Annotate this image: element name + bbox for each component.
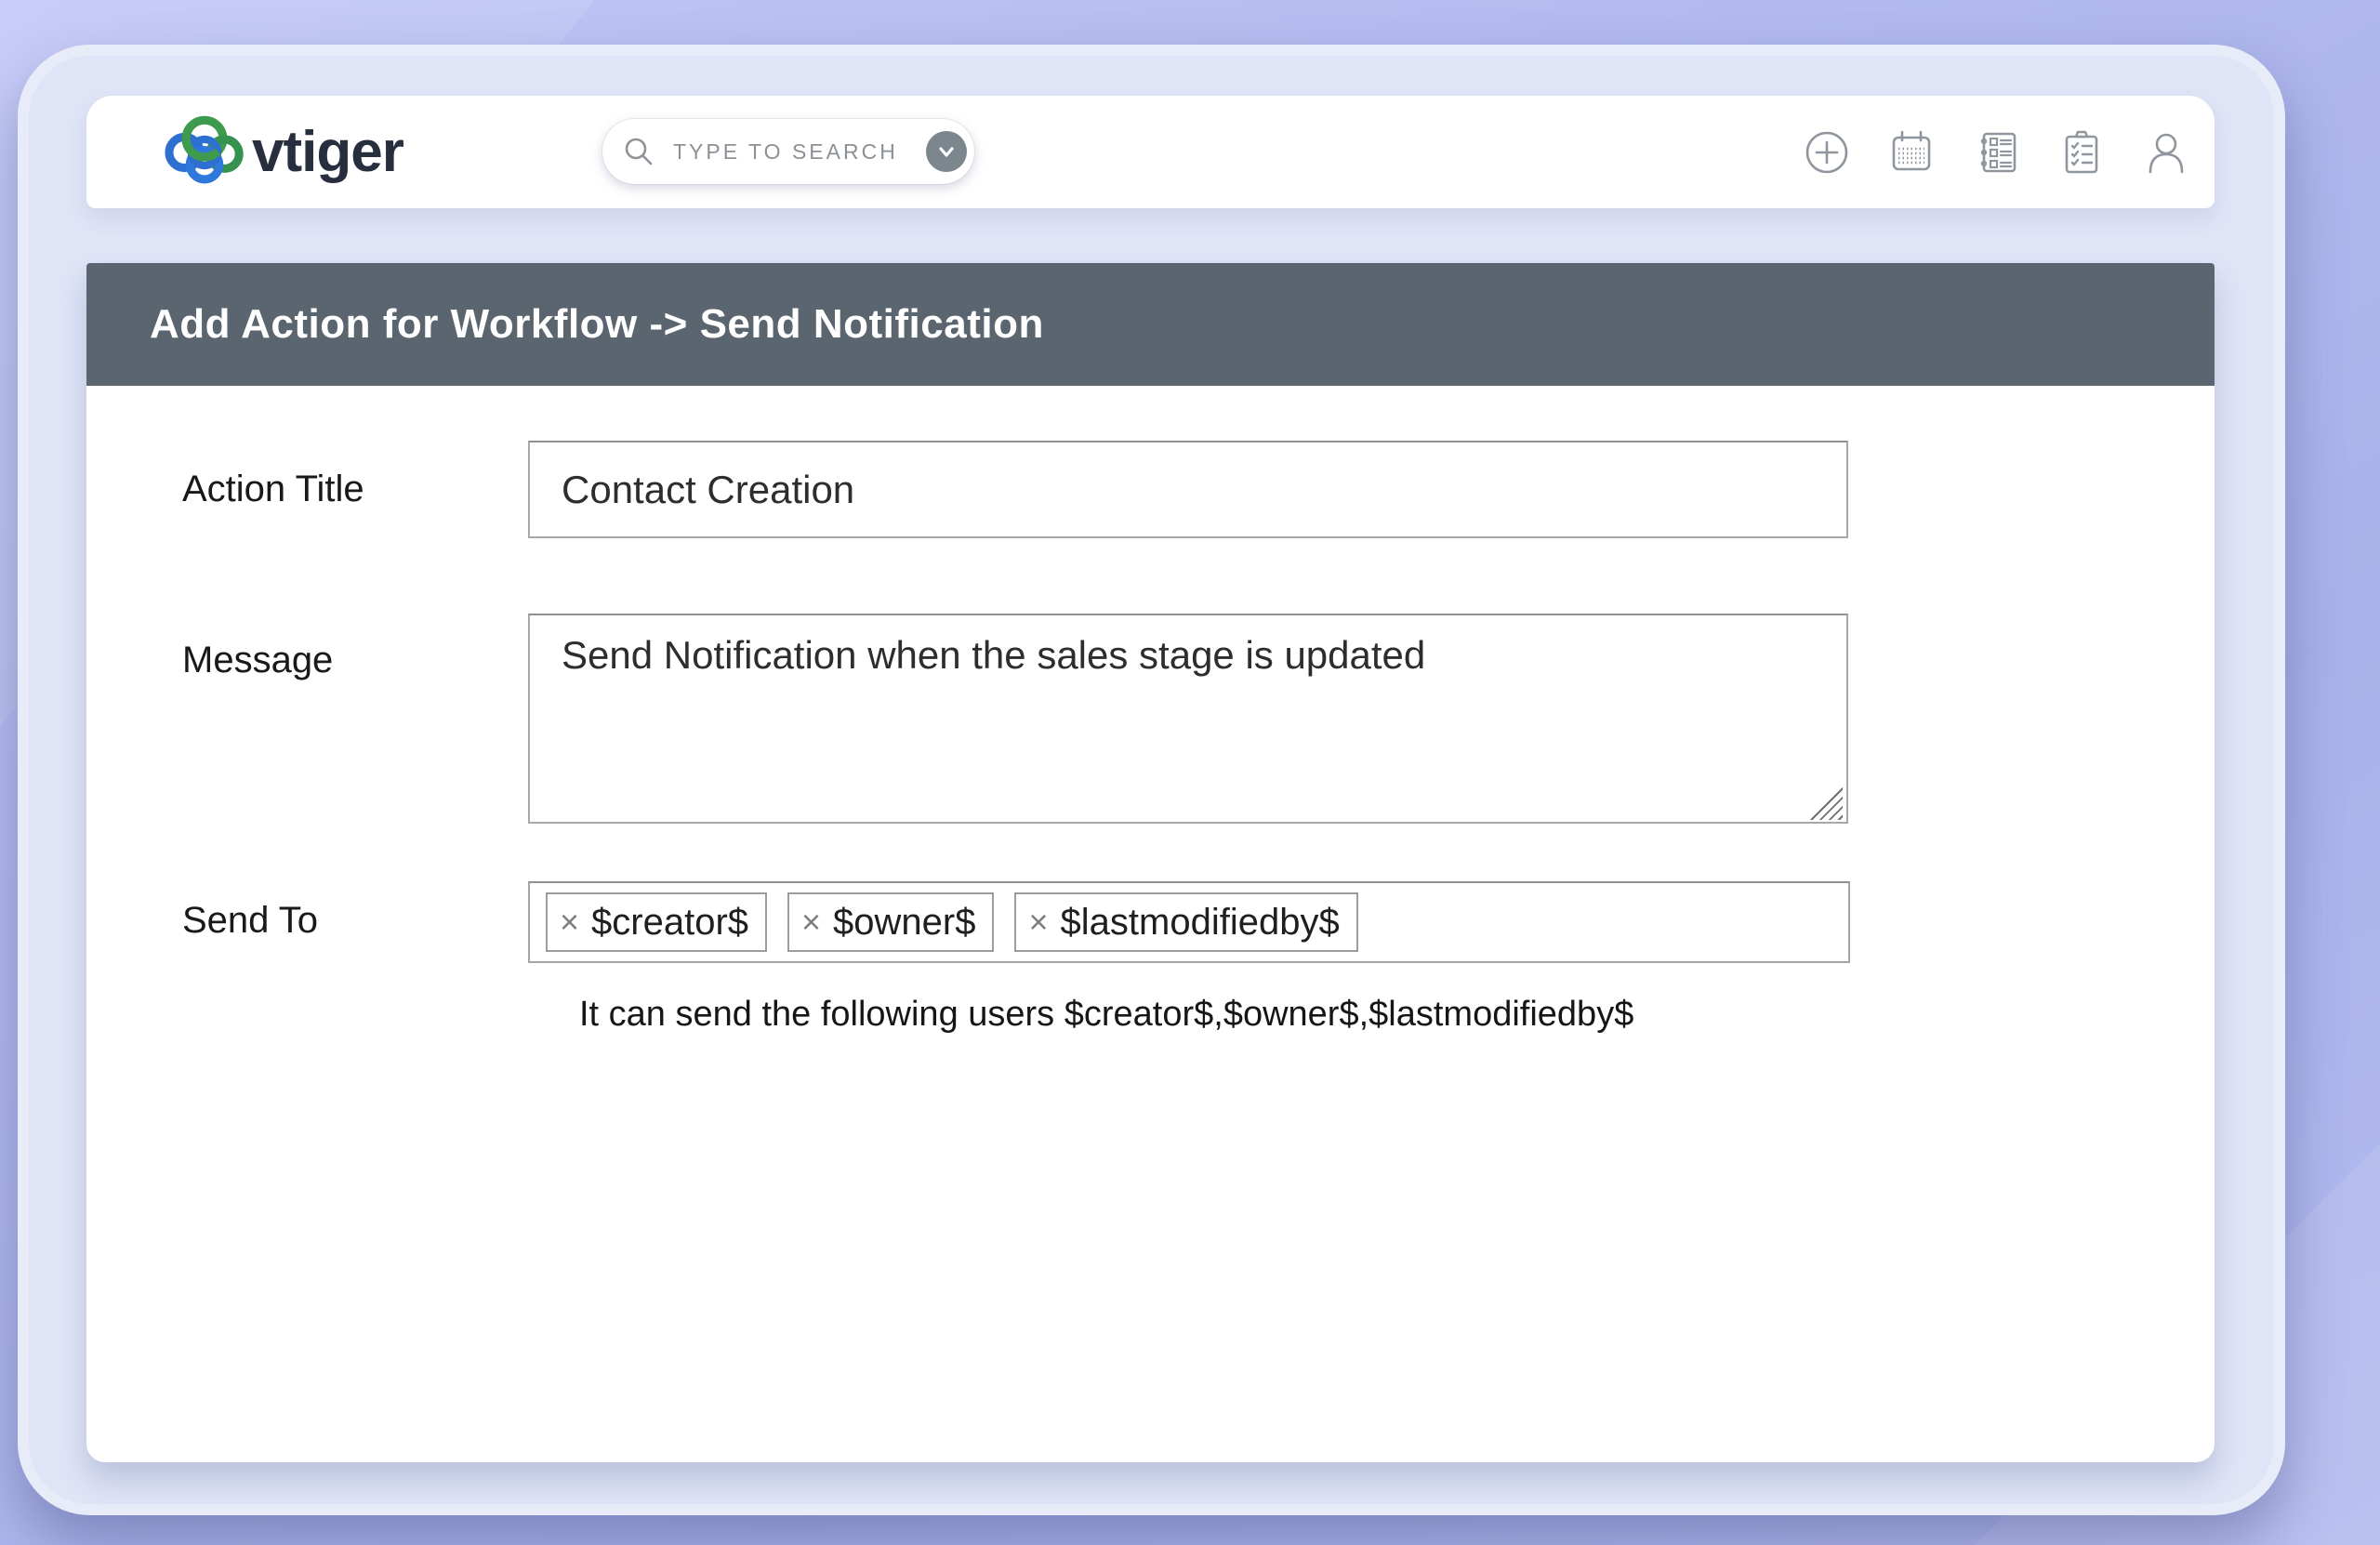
vtiger-cloud-logo-icon [165, 112, 245, 192]
recipient-tag-label: $owner$ [833, 901, 976, 943]
search-scope-dropdown-button[interactable] [926, 131, 967, 172]
chevron-down-icon [936, 141, 957, 162]
remove-tag-icon[interactable]: × [1028, 903, 1049, 941]
add-record-icon[interactable] [1803, 128, 1851, 177]
recipient-tag-creator [546, 892, 767, 952]
recent-records-list-icon[interactable] [1973, 128, 2021, 177]
search-input[interactable] [671, 139, 926, 165]
send-to-help-text: It can send the following users $creator$,$owner$,$lastmodifiedby$ [579, 995, 1634, 1034]
recipient-tag-label: $creator$ [591, 901, 749, 943]
message-label: Message [182, 640, 334, 680]
recipient-tag-label: $lastmodifiedby$ [1060, 901, 1340, 943]
global-search-bar[interactable] [602, 119, 974, 184]
recipient-tag-owner [787, 892, 994, 952]
outer-frame [18, 45, 2285, 1515]
panel-title-bar [86, 263, 2215, 386]
send-to-field[interactable] [528, 881, 1850, 963]
action-title-label: Action Title [182, 469, 364, 509]
tasks-clipboard-icon[interactable] [2057, 128, 2106, 177]
recipient-tag-lastmodifiedby [1014, 892, 1357, 952]
page-title: Add Action for Workflow -> Send Notification [150, 301, 1044, 347]
workflow-action-panel [86, 263, 2215, 1462]
user-profile-icon[interactable] [2142, 128, 2190, 177]
remove-tag-icon[interactable]: × [560, 903, 580, 941]
remove-tag-icon[interactable]: × [801, 903, 822, 941]
send-to-label: Send To [182, 900, 319, 941]
vtiger-logo-text: vtiger [252, 120, 403, 184]
calendar-icon[interactable] [1887, 128, 1936, 177]
action-title-input[interactable] [528, 441, 1848, 538]
vtiger-logo [165, 112, 403, 192]
message-textarea[interactable] [528, 614, 1848, 824]
top-navigation-bar [86, 96, 2215, 208]
search-icon [623, 136, 654, 167]
